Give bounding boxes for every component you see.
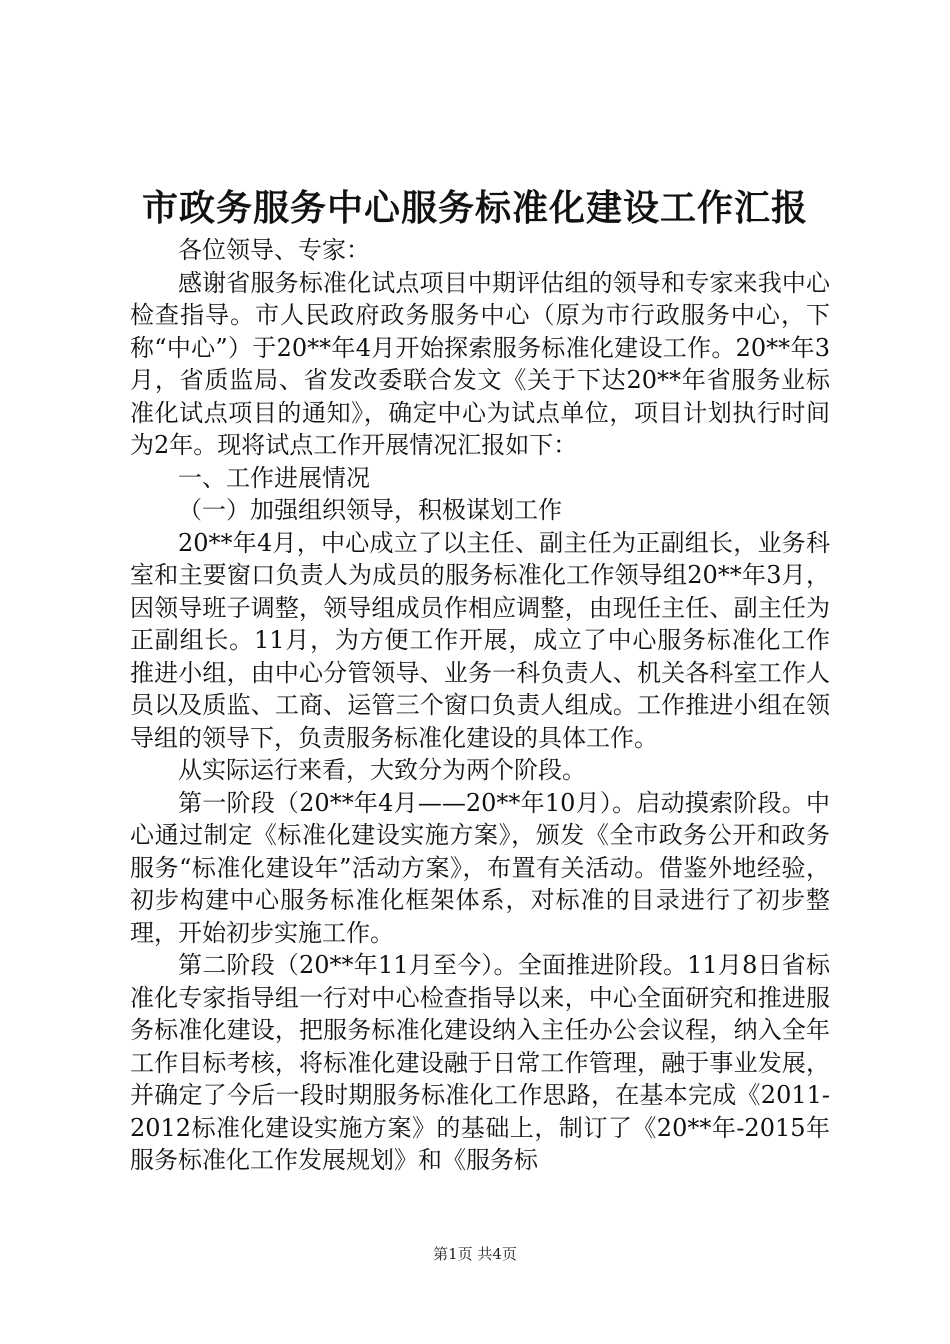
document-body [130,234,830,1177]
document-title: 市政务服务中心服务标准化建设工作汇报 [141,187,808,229]
page-footer: 第1页 共4页 [433,1245,517,1263]
paragraph-intro: 感谢省服务标准化试点项目中期评估组的领导和专家来我中心检查指导。市人民政府政务服务中心（原为市行政服务中心，下称“中心”）于20**年4月开始探索服务标准化建设工作。20**年3月，省质监局、省发改委联合发文《关于下达20**年省服务业标准化试点项目的通知》，确定中心为试点单位，项目计划执行时间为2年。现将试点工作开展情况汇报如下： [130,268,830,459]
paragraph-salutation: 各位领导、专家： [178,236,370,264]
paragraph-stages-summary: 从实际运行来看，大致分为两个阶段。 [178,756,586,784]
paragraph-stage-two: 第二阶段（20**年11月至今）。全面推进阶段。11月8日省标准化专家指导组一行对中心检查指导以来，中心全面研究和推进服务标准化建设，把服务标准化建设纳入主任办公会议程，纳入全年工作目标考核，将标准化建设融于日常工作管理，融于事业发展，并确定了今后一段时期服务标准化工作思路，在基本完成《2011-2012标准化建设实施方案》的基础上，制订了《20**年-2015年服务标准化工作发展规划》和《服务标 [130,951,830,1174]
paragraph-stage-one: 第一阶段（20**年4月——20**年10月）。启动摸索阶段。中心通过制定《标准化建设实施方案》，颁发《全市政务公开和政务服务“标准化建设年”活动方案》，布置有关活动。借鉴外地经验，初步构建中心服务标准化框架体系，对标准的目录进行了初步整理，开始初步实施工作。 [130,788,830,947]
paragraph-organization: 20**年4月，中心成立了以主任、副主任为正副组长，业务科室和主要窗口负责人为成员的服务标准化工作领导组20**年3月，因领导班子调整，领导组成员作相应调整，由现任主任、副主任为正副组长。11月，为方便工作开展，成立了中心服务标准化工作推进小组，由中心分管领导、业务一科负责人、机关各科室工作人员以及质监、工商、运管三个窗口负责人组成。工作推进小组在领导组的领导下，负责服务标准化建设的具体工作。 [130,528,830,752]
section-heading-1: 一、工作进展情况 [178,463,370,492]
subsection-heading-1: （一）加强组织领导，积极谋划工作 [178,496,562,524]
